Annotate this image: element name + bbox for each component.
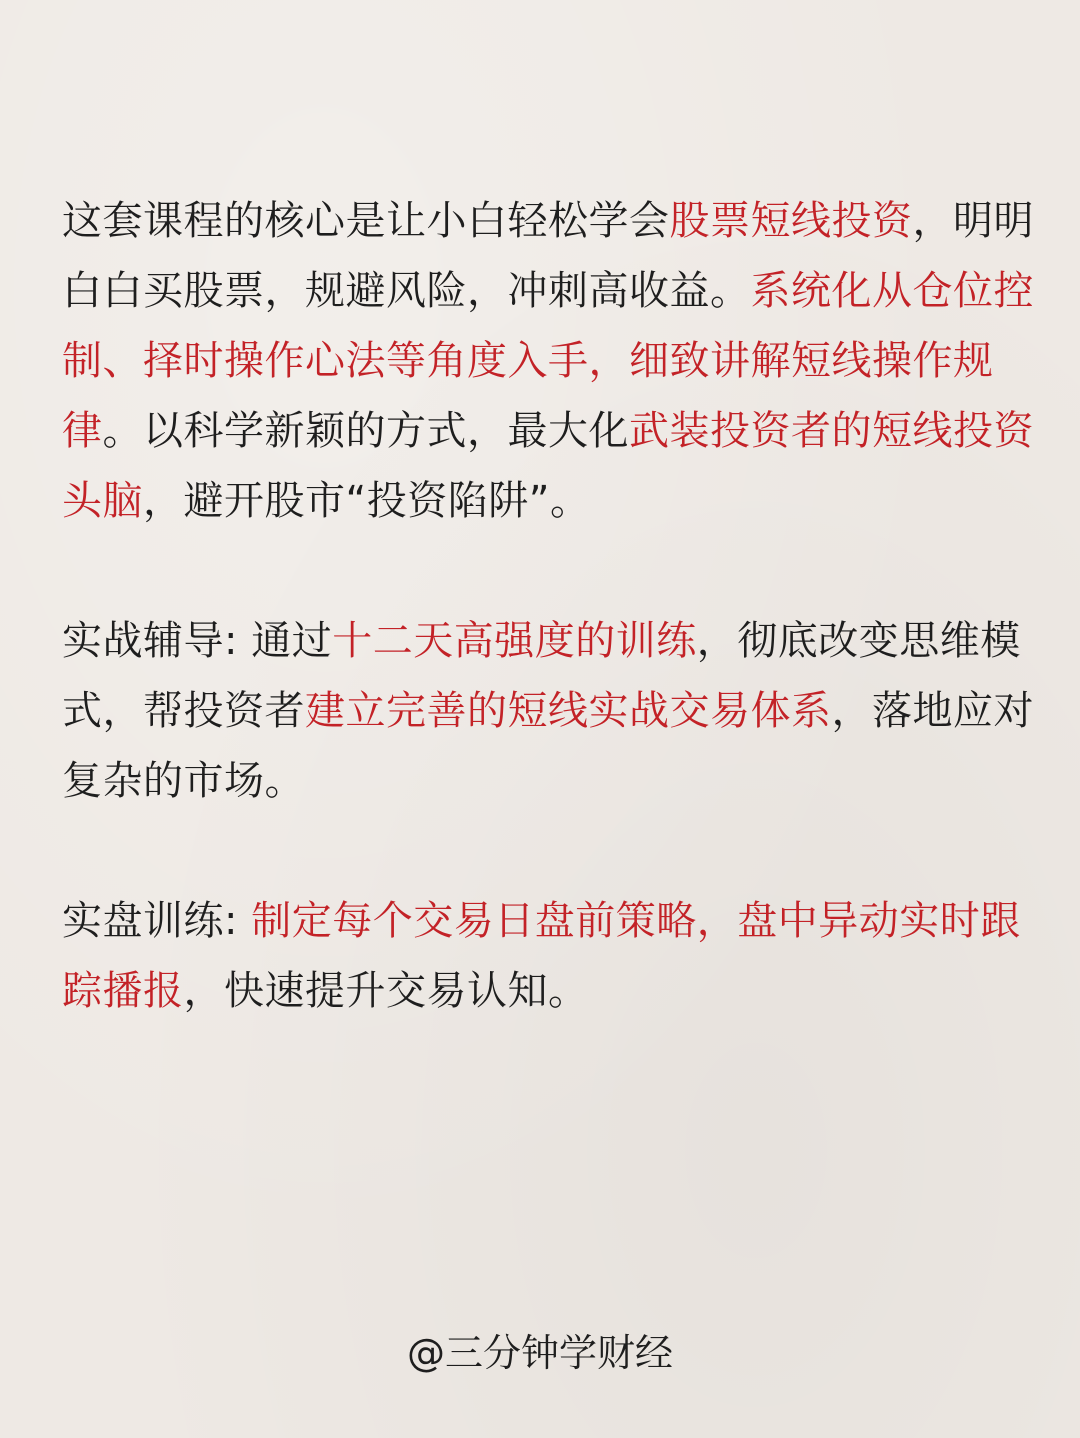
text-segment: 。以科学新颖的方式，最大化: [102, 408, 629, 454]
highlight-segment: 系统化从仓位控制、择时操作心法等角度入手，细致讲解短线操作规律: [62, 268, 1034, 454]
text-segment: 实战辅导: 通过: [62, 618, 333, 664]
article-body: [62, 186, 1042, 1026]
highlight-segment: 十二天高强度的训练: [332, 618, 697, 664]
highlight-segment: 制定每个交易日盘前策略，盘中异动实时跟踪播报: [62, 898, 1021, 1014]
text-segment: ，落地应对复杂的市场。: [62, 688, 1034, 804]
paragraph-training: [62, 886, 1042, 1026]
text-segment: ，明明白白买股票，规避风险，冲刺高收益。: [62, 198, 1034, 314]
paragraph-coaching: [62, 606, 1042, 816]
paragraph-intro: [62, 186, 1042, 536]
text-segment: 这套课程的核心是让小白轻松学会: [62, 198, 670, 244]
highlight-segment: 股票短线投资: [669, 198, 913, 244]
text-segment: ，彻底改变思维模式，帮投资者: [62, 618, 1021, 734]
highlight-segment: 武装投资者的短线投资头脑: [62, 408, 1034, 524]
highlight-segment: 建立完善的短线实战交易体系: [305, 688, 832, 734]
text-segment: ，避开股市“投资陷阱”。: [143, 478, 591, 524]
author-handle: @三分钟学财经: [406, 1331, 673, 1375]
text-segment: ，快速提升交易认知。: [183, 968, 589, 1014]
text-segment: 实盘训练:: [62, 898, 252, 944]
